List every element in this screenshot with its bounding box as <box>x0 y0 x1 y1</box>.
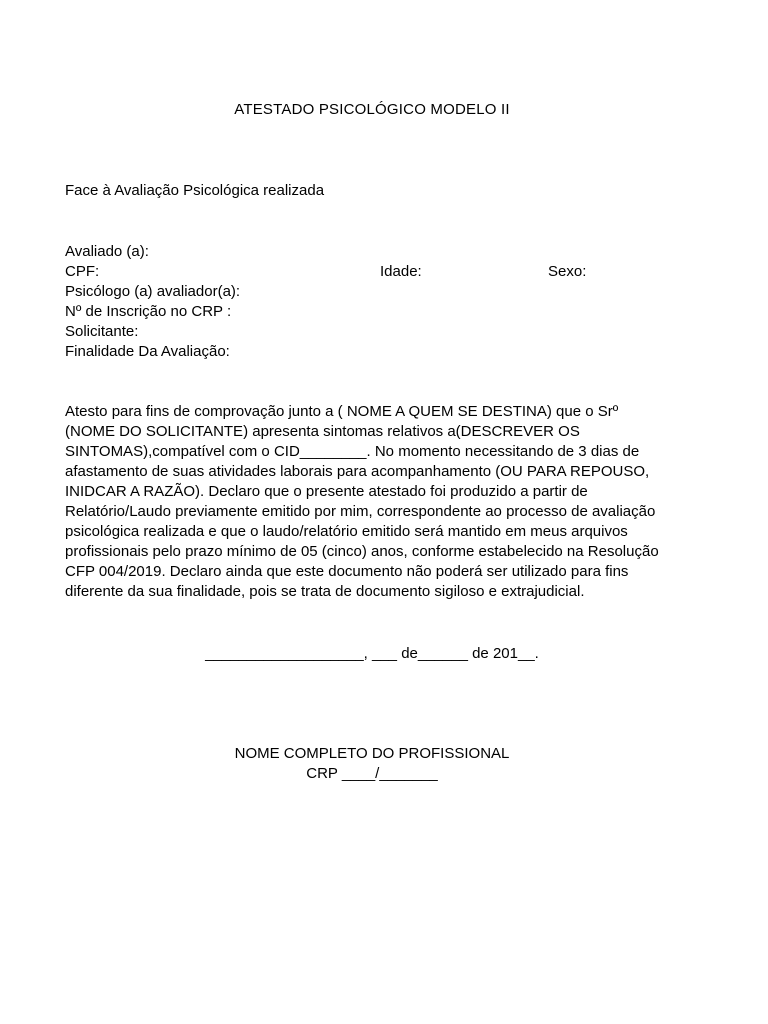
field-row-psicologo <box>65 282 705 302</box>
field-avaliado-label: Avaliado (a): <box>65 243 149 260</box>
field-sexo-label: Sexo: <box>548 263 587 280</box>
field-row-finalidade <box>65 342 705 362</box>
field-finalidade-label: Finalidade Da Avaliação: <box>65 343 230 360</box>
paragraph-line: Atesto para fins de comprovação junto a ( NOME A QUEM SE DESTINA) que o Srº <box>65 403 619 420</box>
field-psicologo-label: Psicólogo (a) avaliador(a): <box>65 283 241 300</box>
paragraph-line: (NOME DO SOLICITANTE) apresenta sintomas relativos a(DESCREVER OS <box>65 423 580 440</box>
field-idade-label: Idade: <box>380 263 422 280</box>
paragraph-line: INIDCAR A RAZÃO). Declaro que o presente atestado foi produzido a partir de <box>65 483 588 500</box>
identification-fields <box>65 242 705 362</box>
paragraph-line: diferente da sua finalidade, pois se trata de documento sigiloso e extrajudicial. <box>65 583 585 600</box>
field-row-crp <box>65 302 705 322</box>
professional-crp: CRP ____/_______ <box>306 765 438 782</box>
field-solicitante-label: Solicitante: <box>65 323 139 340</box>
intro-text: Face à Avaliação Psicológica realizada <box>65 182 325 199</box>
professional-name: NOME COMPLETO DO PROFISSIONAL <box>234 745 510 762</box>
paragraph-line: afastamento de suas atividades laborais para acompanhamento (OU PARA REPOUSO, <box>65 463 650 480</box>
field-cpf-label: CPF: <box>65 263 100 280</box>
paragraph-line: Relatório/Laudo previamente emitido por mim, correspondente ao processo de avaliação <box>65 503 656 520</box>
document-title: ATESTADO PSICOLÓGICO MODELO II <box>234 101 510 118</box>
attestation-paragraph <box>65 402 695 602</box>
paragraph-line: SINTOMAS),compatível com o CID________. No momento necessitando de 3 dias de <box>65 443 640 460</box>
paragraph-line: profissionais pelo prazo mínimo de 05 (cinco) anos, conforme estabelecido na Resolução <box>65 543 659 560</box>
field-crp-label: Nº de Inscrição no CRP : <box>65 303 232 320</box>
field-row-avaliado <box>65 242 705 262</box>
signature-block <box>0 744 744 784</box>
place-date-line: ___________________, ___ de______ de 201__. <box>205 645 539 662</box>
field-row-solicitante <box>65 322 705 342</box>
paragraph-line: CFP 004/2019. Declaro ainda que este documento não poderá ser utilizado para fins <box>65 563 629 580</box>
paragraph-line: psicológica realizada e que o laudo/relatório emitido será mantido em meus arquivos <box>65 523 628 540</box>
field-row-cpf <box>65 262 705 282</box>
